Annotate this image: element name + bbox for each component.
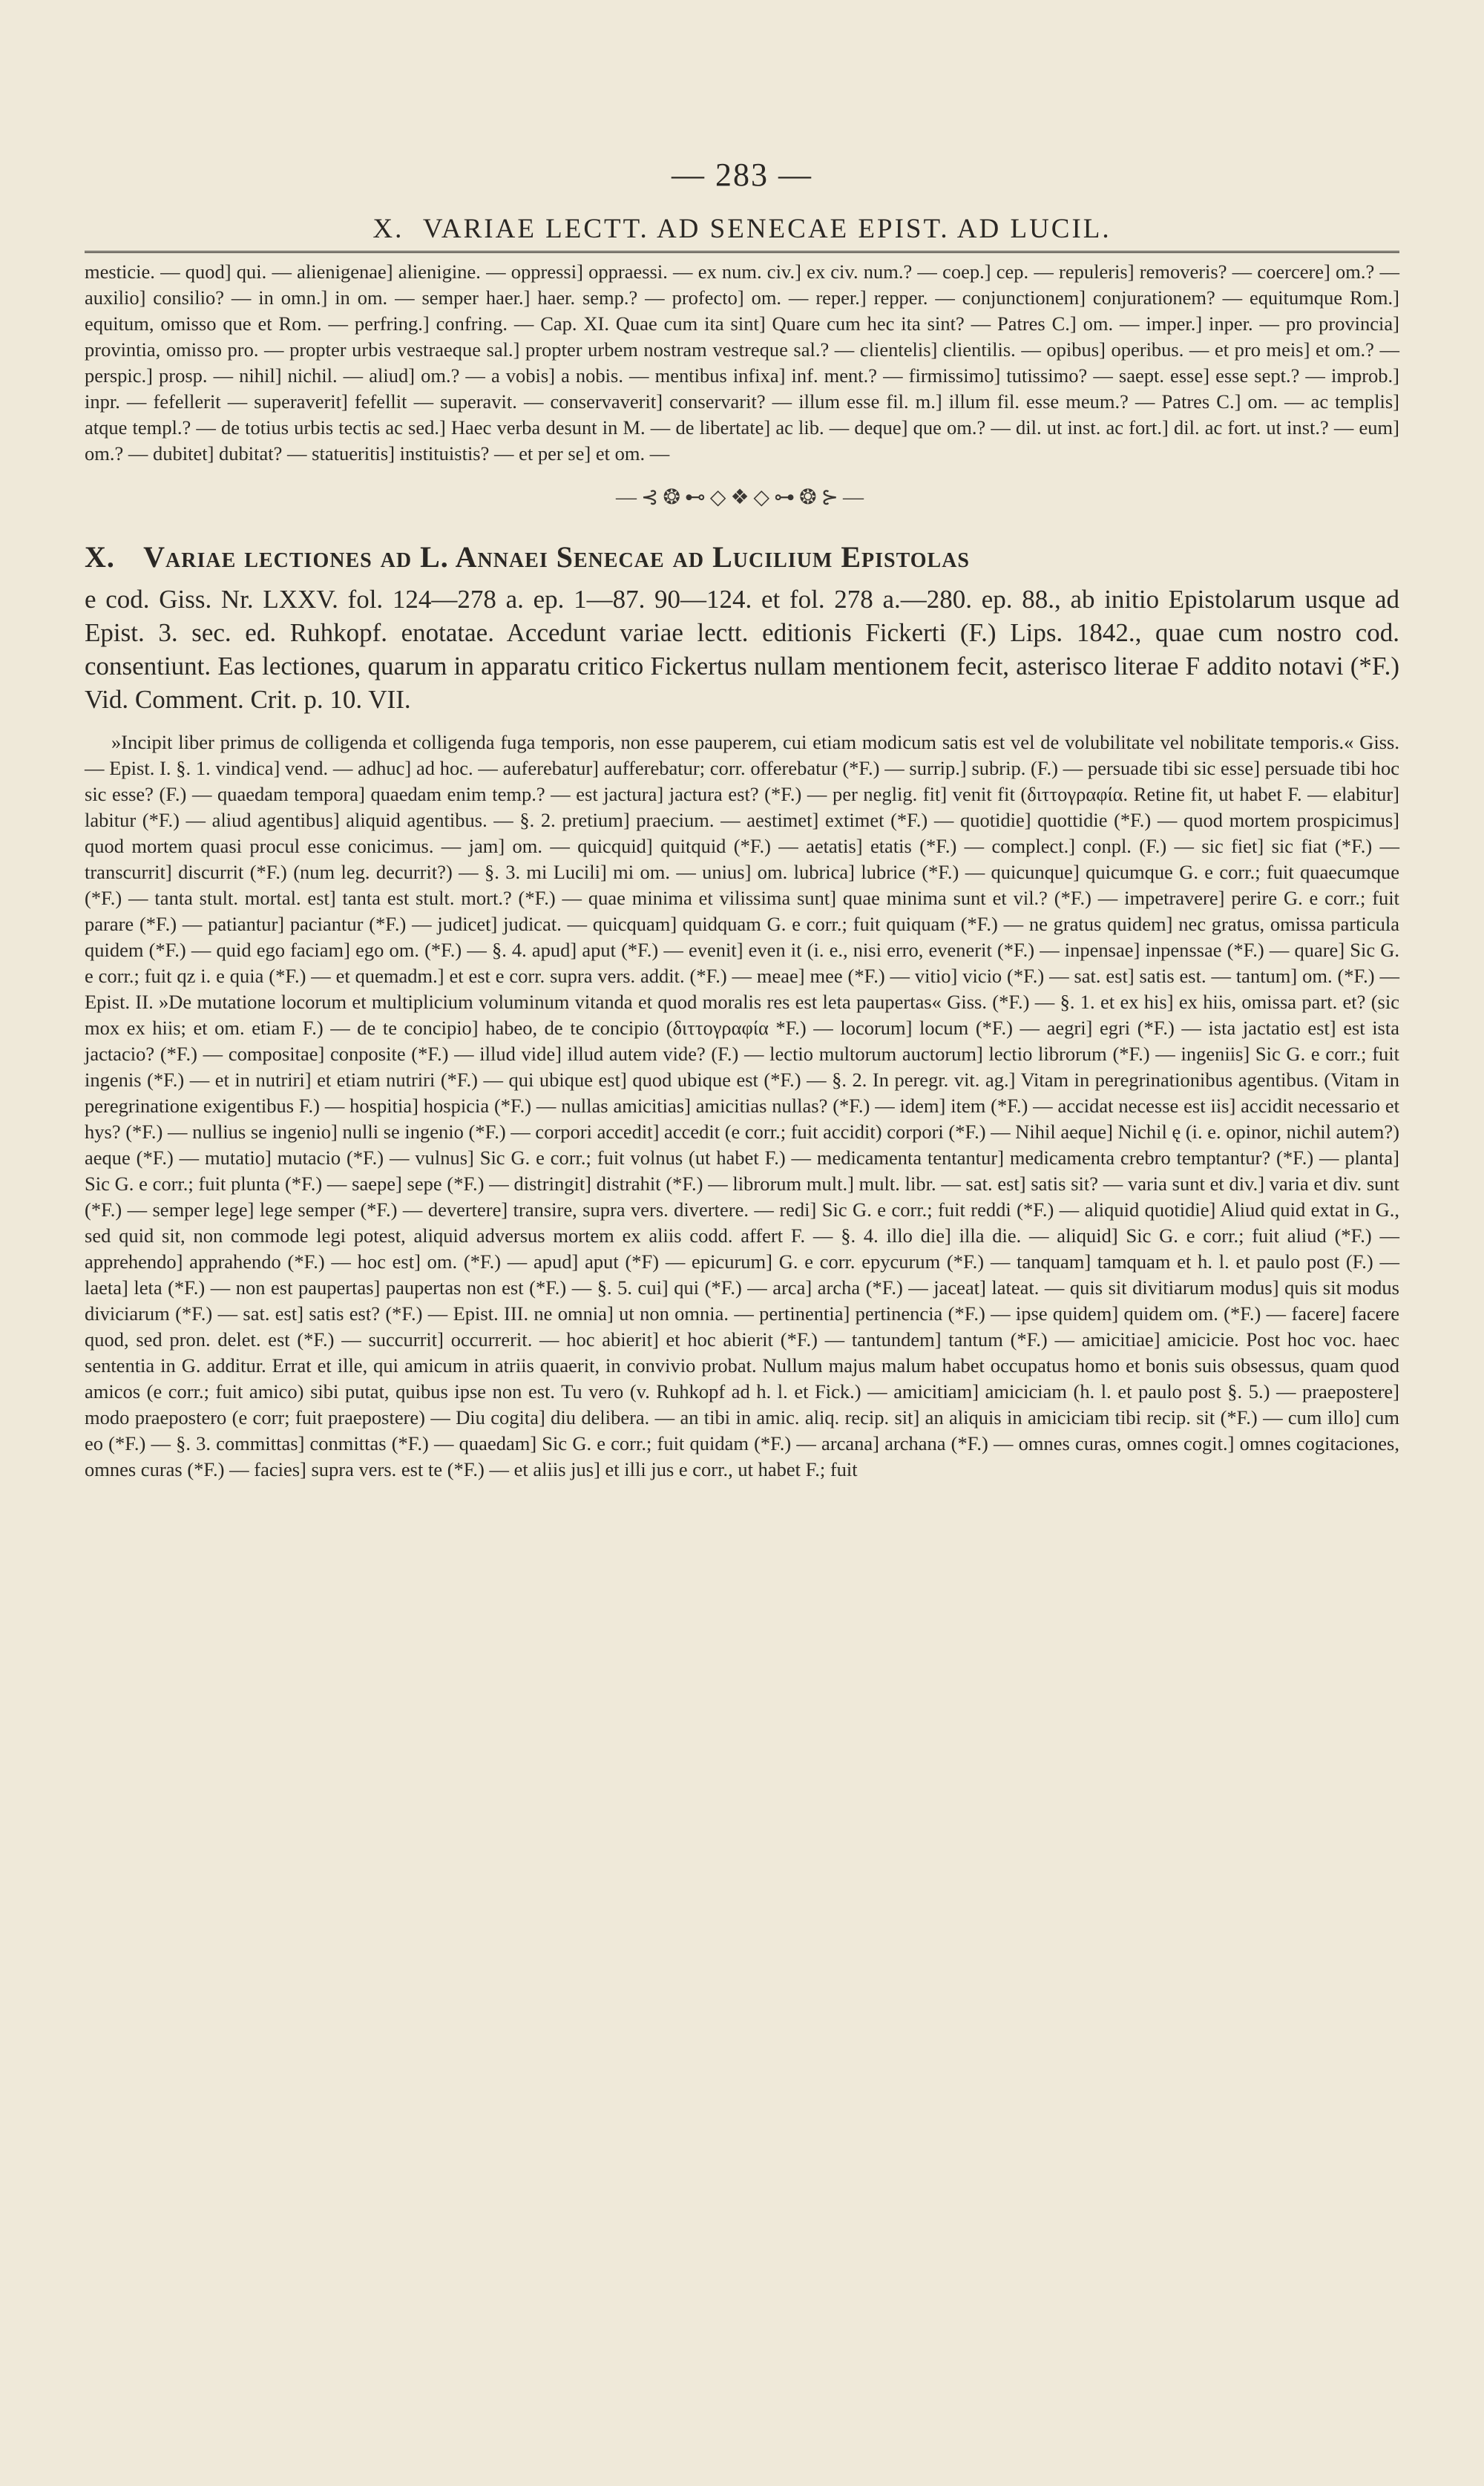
section-heading — [85, 539, 1399, 575]
section-number: X. — [85, 539, 115, 574]
running-head-number: X. — [372, 214, 404, 244]
running-head — [85, 214, 1399, 253]
top-notes-paragraph: mesticie. — quod] qui. — alienigenae] alienigine. — oppressi] oppraessi. — ex num. civ.] ex civ. num.? — coep.] cep. — repuleris] removeris? — coercere] om.? — auxilio] consilio? — in omn.] in om. — semper haer.] haer. semp.? — profecto] om. — reper.] repper. — conjunctionem] conjurationem? — equitumque Rom.] equitum, omisso que et Rom. — perfring.] confring. — Cap. XI. Quae cum ita sint] Quare cum hec ita sint? — Patres C.] om. — imper.] inper. — pro provincia] provintia, omisso pro. — propter urbis vestraeque sal.] propter urbem nostram vestreque sal.? — clientelis] clientilis. — opibus] operibus. — et pro meis] et om.? — perspic.] prosp. — nihil] nichil. — aliud] om.? — a vobis] a nobis. — mentibus infixa] inf. ment.? — firmissimo] tutissimo? — saept. esse] esse sept.? — improb.] inpr. — fefellerit — superaverit] fefellit — superavit. — conservaverit] conservarit? — illum esse fil. m.] illum fil. esse meum.? — Patres C.] om. — ac templis] atque templ.? — de totius urbis tectis ac sed.] Haec verba desunt in M. — de libertate] ac lib. — deque] que om.? — dil. ut inst. ac fort.] dil. ac fort. ut inst.? — eum] om.? — dubitet] dubitat? — statueritis] instituistis? — et per se] et om. — — [85, 260, 1399, 465]
top-notes — [85, 259, 1399, 467]
main-notes-paragraph: »Incipit liber primus de colligenda et colligenda fuga temporis, non esse pauperem, cui etiam modicum satis est vel de volubilitate vel nobilitate temporis.« Giss. — Epist. I. §. 1. vindica] vend. — adhuc] ad hoc. — auferebatur] aufferebatur; corr. offerebatur (*F.) — surrip.] subrip. (F.) — persuade tibi sic esse] persuade tibi hoc sic esse? (F.) — quaedam tempora] quaedam enim temp.? — est jactura] jactura est? (*F.) — per neglig. fit] venit fit (διττογραφία. Retine fit, ut habet F. — elabitur] labitur (*F.) — aliud agentibus] aliquid agentibus. — §. 2. pretium] praecium. — aestimet] extimet (*F.) — quotidie] quottidie (*F.) — quod mortem prospicimus] quod mortem quasi procul esse conicimus. — jam] om. — quicquid] quitquid (*F.) — aetatis] etatis (*F.) — complect.] conpl. (F.) — sic fiet] sic fiat (*F.) — transcurrit] discurrit (*F.) (num leg. decurrit?) — §. 3. mi Lucili] mi om. — unius] om. lubrica] lubrice (*F.) — quicunque] quicumque G. e corr.; fuit quaecumque (*F.) — tanta stult. mortal. est] tanta est stult. mort.? (*F.) — quae minima et vilissima sunt] quae minima sunt et vil.? (*F.) — impetravere] perire G. e corr.; fuit parare (*F.) — patiantur] paciantur (*F.) — judicet] judicat. — quicquam] quidquam G. e corr.; fuit quiquam (*F.) — ne gratus quidem] nec gratus, omissa particula quidem (*F.) — quid ego faciam] ego om. (*F.) — §. 4. apud] aput (*F.) — evenit] even it (i. e., nisi erro, evenerit (*F.) — inpensae] inpenssae (*F.) — quare] Sic G. e corr.; fuit qz i. e quia (*F.) — et quemadm.] et est e corr. supra vers. addit. (*F.) — meae] mee (*F.) — vitio] vicio (*F.) — sat. est] satis est. — tantum] om. (*F.) — Epist. II. »De mutatione locorum et multiplicium voluminum vitanda et quod moralis res est leta paupertas« Giss. (*F.) — §. 1. et ex his] ex hiis, omissa part. et? (sic mox ex hiis; et om. etiam F.) — de te concipio] habeo, de te concipio (διττογραφία *F.) — locorum] locum (*F.) — aegri] egri (*F.) — ista jactatio est] est ista jactacio? (*F.) — compositae] conposite (*F.) — illud vide] illud autem vide? (F.) — lectio multorum auctorum] lectio librorum (*F.) — ingeniis] Sic G. e corr.; fuit ingenis (*F.) — et in nutriri] et etiam nutriri (*F.) — qui ubique est] quod ubique est (*F.) — §. 2. In peregr. vit. ag.] Vitam in peregrinationibus agentibus. (Vitam in peregrinatione exigentibus F.) — hospitia] hospicia (*F.) — nullas amicitias] amicitias nullas? (*F.) — idem] item (*F.) — accidat necesse est iis] accidit necessario et hys? (*F.) — nullius se ingenio] nulli se ingenio (*F.) — corpori accedit] accedit (e corr.; fuit accidit) corpori (*F.) — Nihil aeque] Nichil ę (i. e. opinor, nichil autem?) aeque (*F.) — mutatio] mutacio (*F.) — vulnus] Sic G. e corr.; fuit volnus (ut habet F.) — medicamenta tentantur] medicamenta crebro temptantur? (*F.) — planta] Sic G. e corr.; fuit plunta (*F.) — saepe] sepe (*F.) — distringit] distrahit (*F.) — librorum mult.] mult. libr. — sat. est] satis sit? — varia sunt et div.] varia et div. sunt (*F.) — semper lege] lege semper (*F.) — devertere] transire, supra vers. divertere. — redi] Sic G. e corr.; fuit reddi (*F.) — aliquid quotidie] Aliud quid extat in G., sed quid sit, non commode legi potest, aliquid adversus mortem ex aliis codd. affert F. — §. 4. illo die] illa die. — aliquid] Sic G. e corr.; fuit aliud (*F.) — apprehendo] apprahendo (*F.) — hoc est] om. (*F.) — apud] aput (*F) — epicurum] G. e corr. epycurum (*F.) — tanquam] tamquam et h. l. et paulo post (F.) — laeta] leta (*F.) — non est paupertas] paupertas non est (*F.) — §. 5. cui] qui (*F.) — arca] archa (*F.) — jaceat] lateat. — quis sit divitiarum modus] quis sit modus diviciarum (*F.) — sat. est] satis est? (*F.) — Epist. III. ne omnia] ut non omnia. — pertinentia] pertinencia (*F.) — ipse quidem] quidem om. (*F.) — facere] facere quod, sed pron. delet. est (*F.) — succurrit] occurrerit. — hoc abierit] et hoc abierit (*F.) — tantundem] tantum (*F.) — amicitiae] amicicie. Post hoc voc. haec sententia in G. additur. Errat et ille, qui amicum in atriis quaerit, in convivio probat. Nullum majus malum habet occupatus homo et bonis suis obsessus, quam quod amicos (e corr.; fuit amico) sibi putat, quibus ipse non est. Tu vero (v. Ruhkopf ad h. l. et Fick.) — amicitiam] amiciciam (h. l. et paulo post §. 5.) — praepostere] modo praepostero (e corr; fuit praepostere) — Diu cogita] diu delibera. — an tibi in amic. aliq. recip. sit] an aliquis in amiciciam tibi recip. sit (*F.) — cum illo] cum eo (*F.) — §. 3. committas] conmittas (*F.) — quaedam] Sic G. e corr.; fuit quidam (*F.) — arcana] archana (*F.) — omnes curas, omnes cogit.] omnes cogitaciones, omnes curas (*F.) — facies] supra vers. est te (*F.) — et aliis jus] et illi jus e corr., ut habet F.; fuit — [85, 730, 1399, 1480]
main-notes — [85, 729, 1399, 1483]
ornament-divider: —⊰❂⊷◇❖◇⊶❂⊱— — [615, 485, 868, 509]
section-intro: e cod. Giss. Nr. LXXV. fol. 124—278 a. ep. 1—87. 90—124. et fol. 278 a.—280. ep. 88., ab initio Epistolarum usque ad Epist. 3. sec. ed. Ruhkopf. enotatae. Accedunt variae lectt. editionis Fickerti (F.) Lips. 1842., quae cum nostro cod. consentiunt. Eas lectiones, quarum in apparatu critico Fickertus nullam mentionem fecit, asterisco literae F addito notavi (*F.) Vid. Comment. Crit. p. 10. VII. — [85, 584, 1399, 714]
running-head-title: VARIAE LECTT. AD SENECAE EPIST. AD LUCIL. — [422, 214, 1112, 244]
section-title: Variae lectiones ad L. Annaei Senecae ad Lucilium Epistolas — [143, 539, 971, 574]
page-number: — 283 — — [672, 157, 812, 193]
